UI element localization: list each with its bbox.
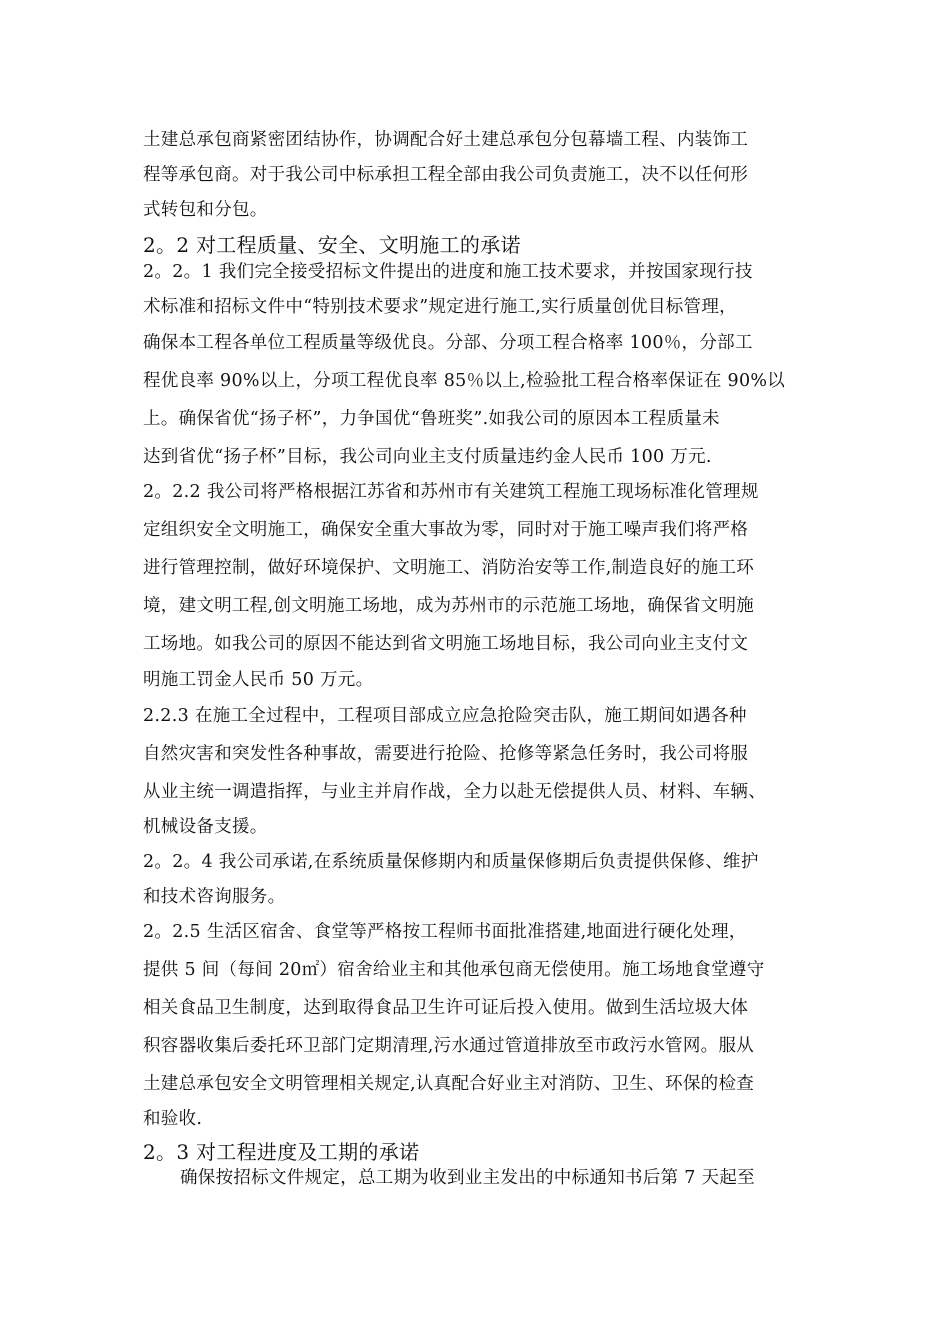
body-line: 进行管理控制，做好环境保护、文明施工、消防治安等工作,制造良好的施工环 [143,558,755,578]
body-line: 工场地。如我公司的原因不能达到省文明施工场地目标，我公司向业主支付文 [143,634,749,654]
body-line: 确保按招标文件规定，总工期为收到业主发出的中标通知书后第 7 天起至 [180,1168,755,1188]
body-line: 上。确保省优“扬子杯”，力争国优“鲁班奖”.如我公司的原因本工程质量未 [143,409,720,429]
body-line: 积容器收集后委托环卫部门定期清理,污水通过管道排放至市政污水管网。服从 [143,1036,755,1056]
body-line: 确保本工程各单位工程质量等级优良。分部、分项工程合格率 100％，分部工 [143,333,753,353]
body-line: 土建总承包安全文明管理相关规定,认真配合好业主对消防、卫生、环保的检查 [143,1074,755,1094]
body-line: 2。2。4 我公司承诺,在系统质量保修期内和质量保修期后负责提供保修、维护 [143,852,759,872]
body-line: 境，建文明工程,创文明施工场地，成为苏州市的示范施工场地，确保省文明施 [143,596,755,616]
body-line: 2。2。1 我们完全接受招标文件提出的进度和施工技术要求，并按国家现行技 [143,262,753,282]
body-line: 达到省优“扬子杯”目标，我公司向业主支付质量违约金人民币 100 万元. [143,447,712,467]
body-line: 土建总承包商紧密团结协作，协调配合好土建总承包分包幕墙工程、内装饰工 [143,130,749,150]
body-line: 术标准和招标文件中“特别技术要求”规定进行施工,实行质量创优目标管理， [143,297,737,317]
body-line: 2.2.3 在施工全过程中，工程项目部成立应急抢险突击队，施工期间如遇各种 [143,706,747,726]
body-line: 和技术咨询服务。 [143,887,286,907]
body-line: 程优良率 90%以上，分项工程优良率 85％以上,检验批工程合格率保证在 90%以 [143,371,786,391]
body-line: 自然灾害和突发性各种事故，需要进行抢险、抢修等紧急任务时，我公司将服 [143,744,749,764]
body-line: 提供 5 间（每间 20㎡）宿舍给业主和其他承包商无偿使用。施工场地食堂遵守 [143,960,765,980]
body-line: 程等承包商。对于我公司中标承担工程全部由我公司负责施工，决不以任何形 [143,165,749,185]
body-line: 2。2.2 我公司将严格根据江苏省和苏州市有关建筑工程施工现场标准化管理规 [143,482,759,502]
body-line: 相关食品卫生制度，达到取得食品卫生许可证后投入使用。做到生活垃圾大体 [143,998,749,1018]
body-line: 2。2.5 生活区宿舍、食堂等严格按工程师书面批准搭建,地面进行硬化处理， [143,922,747,942]
body-line: 明施工罚金人民币 50 万元。 [143,670,374,690]
section-heading: 2。2 对工程质量、安全、文明施工的承诺 [143,233,521,257]
body-line: 定组织安全文明施工，确保安全重大事故为零，同时对于施工噪声我们将严格 [143,520,749,540]
body-line: 从业主统一调遣指挥，与业主并肩作战，全力以赴无偿提供人员、材料、车辆、 [143,782,766,802]
body-line: 式转包和分包。 [143,200,268,220]
body-line: 和验收. [143,1109,203,1129]
section-heading: 2。3 对工程进度及工期的承诺 [143,1140,420,1164]
body-line: 机械设备支援。 [143,817,268,837]
